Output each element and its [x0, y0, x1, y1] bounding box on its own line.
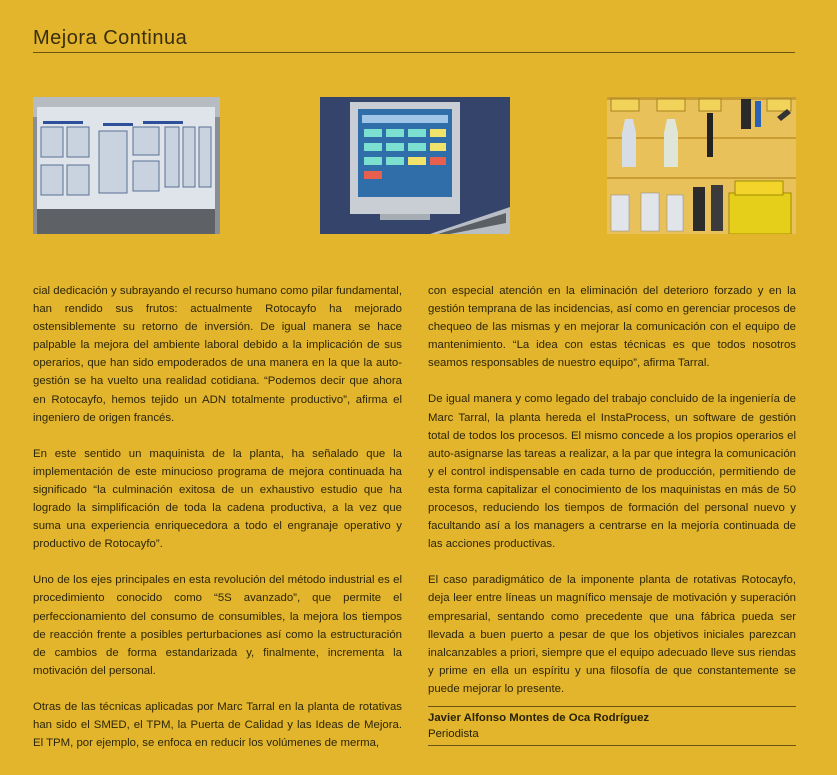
article-paragraph: Uno de los ejes principales en esta revolución del método industrial es el procedimiento conocido como “5S avanzado”, que permite el perfeccionamiento del consumo de consumibles, la mejora los tiempos de reacción frente a posibles perturbaciones así como la estructuración de cambios de forma estandarizada y, finalmente, incrementa la motivación del personal.: [33, 574, 402, 677]
article-column-left: [33, 282, 402, 770]
photo-computer: [320, 97, 510, 234]
page-header: [33, 26, 795, 53]
article-paragraph: En este sentido un maquinista de la planta, ha señalado que la implementación de este minucioso programa de mejora continuada ha significado “la culminación exitosa de un exhaustivo estudio que ha logrado la simplificación de toda la cadena productiva, a la vez que suma una experiencia enriquecedora a todo el engranaje operativo y productivo de Rotocayfo”.: [33, 447, 402, 551]
article-paragraph: cial dedicación y subrayando el recurso humano como pilar fundamental, han rendido sus frutos: actualmente Rotocayfo ha mejorado ostensiblemente su retorno de inversión. De igual manera se hace palpable la mejora del ambiente laboral debido a la implicación de sus operarios, que han sido empoderados de una manera en la que la auto-gestión se ha vuelto una realidad cotidiana. “Podemos decir que ahora en Rotocayfo, hemos tejido un ADN totalmente productivo”, afirma el ingeniero de origen francés.: [33, 285, 402, 424]
photo-whiteboard: [33, 97, 220, 234]
computer-monitor-photo-icon: [320, 97, 510, 234]
article-column-right: [428, 282, 796, 716]
author-name: Javier Alfonso Montes de Oca Rodríguez: [428, 712, 650, 724]
tool-wall-photo-icon: [607, 97, 796, 234]
whiteboard-photo-icon: [33, 97, 220, 234]
article-paragraph: De igual manera y como legado del trabajo concluido de la ingeniería de Marc Tarral, la planta hereda el InstaProcess, un software de gestión total de todos los procesos. El mismo concede a los propios operarios el auto-asignarse las tareas a realizar, a la par que integra la comunicación y el control indispensable en cada turno de producción, permitiendo de esta forma capitalizar el conocimiento de los maquinistas en más de 50 procesos, reduciendo los tiempos de formación del personal nuevo y facultando así a los managers a centrarse en la mejoría continuada de las acciones productivas.: [428, 393, 796, 551]
author-role: Periodista: [428, 728, 479, 740]
photo-tool-wall: [607, 97, 796, 234]
author-signature: [428, 706, 796, 746]
article-paragraph: Otras de las técnicas aplicadas por Marc Tarral en la planta de rotativas han sido el SMED, el TPM, la Puerta de Calidad y las Ideas de Mejora. El TPM, por ejemplo, se enfoca en reducir los volúmenes de merma,: [33, 700, 402, 750]
article-paragraph: El caso paradigmático de la imponente planta de rotativas Rotocayfo, deja leer entre líneas un magnífico mensaje de motivación y superación empresarial, sentando como precedente que una fábrica pueda ser llevada a buen puerto a pesar de que los objetivos iniciales parezcan inalcanzables a priori, siempre que el equipo adecuado lleve sus riendas y prime en ella un espíritu y una filosofía de que constantemente se puede mejorar lo presente.: [428, 574, 796, 695]
article-paragraph: con especial atención en la eliminación del deterioro forzado y en la gestión temprana de las incidencias, así como en gerenciar procesos de chequeo de las mismas y en mejorar la comunicación con el equipo de mantenimiento. “La idea con estas técnicas es que todos nosotros seamos responsables de nuestro equipo”, afirma Tarral.: [428, 285, 796, 370]
page-title: Mejora Continua: [33, 27, 188, 49]
